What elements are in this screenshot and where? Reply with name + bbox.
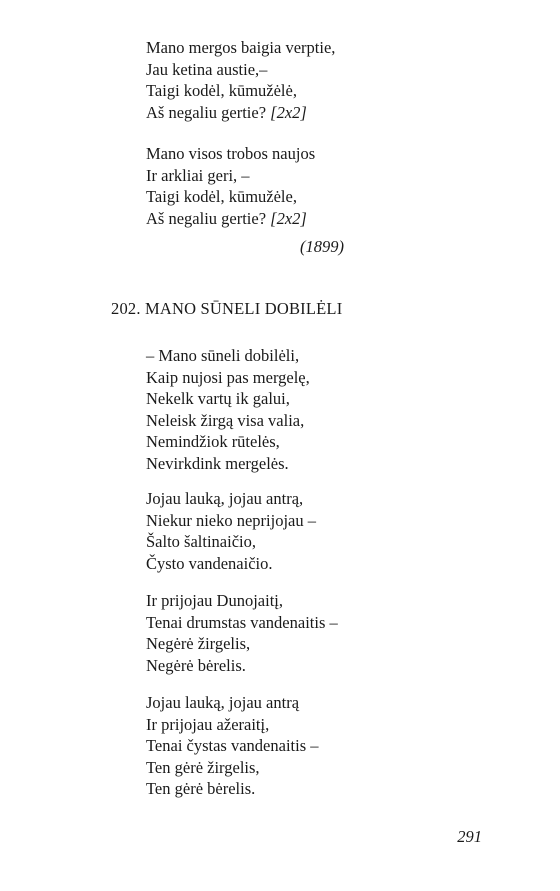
poem-201-stanza-2 — [146, 143, 315, 229]
verse-line: Jojau lauką, jojau antrą, — [146, 489, 304, 508]
verse-line-text: Aš negaliu gertie? — [146, 208, 271, 228]
poem-202-stanza-2 — [146, 488, 316, 574]
verse-line: Neleisk žirgą visa valia, — [146, 410, 305, 430]
verse-line: Nekelk vartų ik galui, — [146, 389, 290, 408]
page-number: 291 — [457, 827, 482, 846]
poem-date: (1899) — [300, 237, 344, 256]
verse-line: – Mano sūneli dobilėli, — [146, 346, 300, 365]
verse-line-text: Aš negaliu gertie? — [146, 102, 271, 122]
verse-line: Niekur nieko neprijojau – — [146, 510, 316, 530]
verse-line: Ir arkliai geri, – — [146, 165, 250, 185]
verse-line: Jojau lauką, jojau antrą — [146, 693, 300, 712]
verse-line: Nevirkdink mergelės. — [146, 453, 289, 473]
verse-line: Mano visos trobos naujos — [146, 144, 316, 163]
verse-line: Kaip nujosi pas mergelę, — [146, 367, 310, 387]
refrain-marker: [2x2] — [270, 102, 307, 122]
verse-line: Taigi kodėl, kūmužėlė, — [146, 81, 297, 100]
verse-line: Negėrė žirgelis, — [146, 634, 251, 653]
verse-line: Negėrė bėrelis. — [146, 655, 246, 675]
verse-line: Tenai drumstas vandenaitis – — [146, 612, 338, 632]
verse-line — [146, 102, 335, 124]
verse-line: Ir prijojau ažeraitį, — [146, 714, 270, 734]
poem-202-stanza-1 — [146, 345, 310, 474]
verse-line: Ir prijojau Dunojaitį, — [146, 591, 284, 610]
poem-201-stanza-1 — [146, 37, 335, 123]
verse-line: Mano mergos baigia verptie, — [146, 38, 336, 57]
verse-line: Nemindžiok rūtelės, — [146, 432, 280, 451]
poem-202-stanza-4 — [146, 692, 319, 800]
verse-line: Taigi kodėl, kūmužėle, — [146, 187, 297, 206]
verse-line: Ten gėrė bėrelis. — [146, 779, 256, 798]
poem-202-stanza-3 — [146, 590, 338, 676]
refrain-marker: [2x2] — [270, 208, 307, 228]
verse-line — [146, 208, 315, 230]
verse-line: Čysto vandenaičio. — [146, 553, 273, 573]
poem-title: 202. MANO SŪNELI DOBILĖLI — [111, 299, 343, 318]
verse-line: Jau ketina austie,– — [146, 59, 268, 79]
verse-line: Ten gėrė žirgelis, — [146, 757, 260, 777]
verse-line: Tenai čystas vandenaitis – — [146, 736, 319, 755]
verse-line: Šalto šaltinaičio, — [146, 532, 256, 551]
